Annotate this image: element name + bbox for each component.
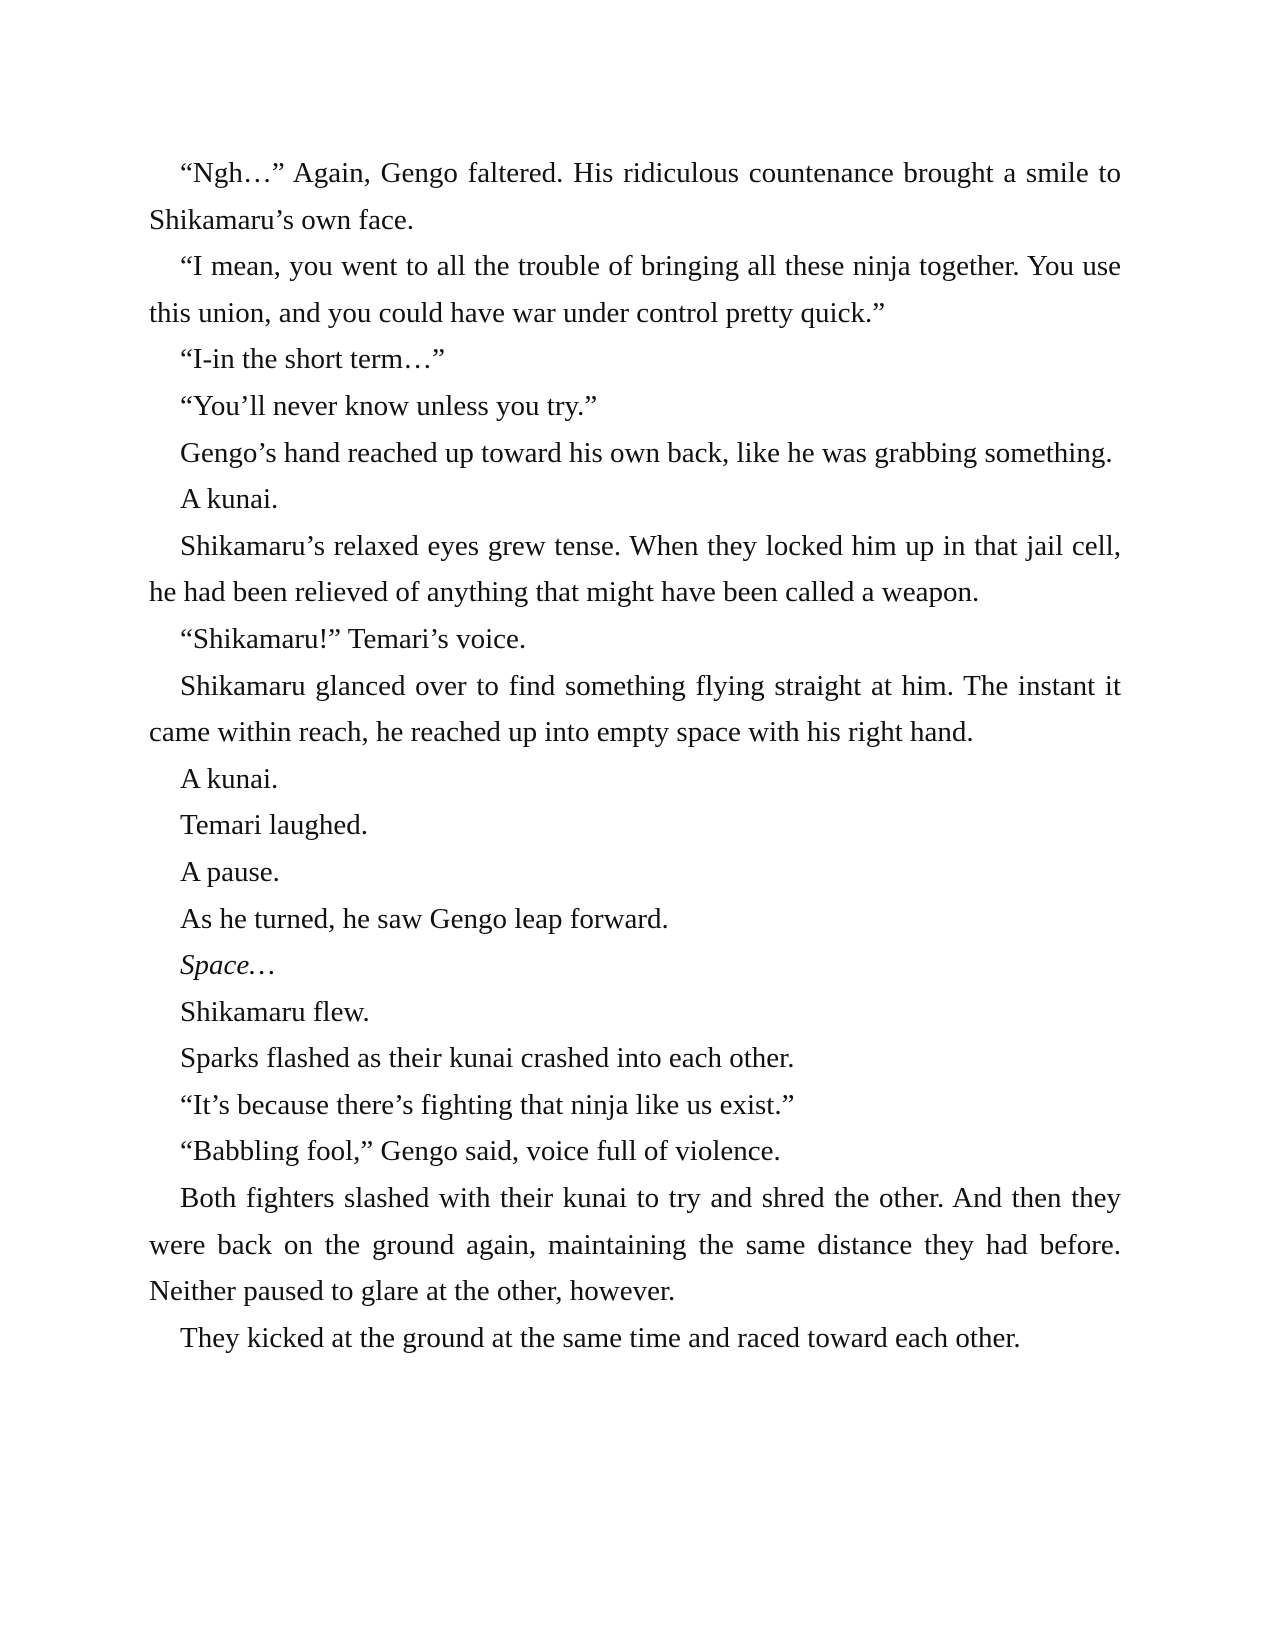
paragraph: “I-in the short term…” [180,343,445,376]
paragraph: “It’s because there’s fighting that ninja like us exist.” [180,1088,795,1121]
paragraph: “I mean, you went to all the trouble of bringing all these ninja together. You use this union, and you could have war under control pretty quick.” [149,250,1121,329]
paragraph: “You’ll never know unless you try.” [180,389,598,422]
paragraph: They kicked at the ground at the same time and raced toward each other. [180,1321,1021,1354]
paragraph-italic: Space… [180,949,276,982]
page-body [149,150,1121,1361]
paragraph: Shikamaru flew. [180,995,370,1028]
paragraph: As he turned, he saw Gengo leap forward. [180,902,669,935]
paragraph: Sparks flashed as their kunai crashed into each other. [180,1042,795,1075]
paragraph: Shikamaru’s relaxed eyes grew tense. When they locked him up in that jail cell, he had been relieved of anything that might have been called a weapon. [149,529,1121,609]
paragraph: “Ngh…” Again, Gengo faltered. His ridiculous countenance brought a smile to Shikamaru’s own face. [149,157,1121,236]
paragraph: “Shikamaru!” Temari’s voice. [180,622,527,655]
paragraph: Both fighters slashed with their kunai to try and shred the other. And then they were back on the ground again, maintaining the same distance they had before. Neither paused to glare at the other, however. [149,1182,1121,1308]
paragraph: A pause. [180,855,280,888]
paragraph: “Babbling fool,” Gengo said, voice full of violence. [180,1135,781,1168]
paragraph: A kunai. [180,483,279,516]
paragraph: Shikamaru glanced over to find something flying straight at him. The instant it came within reach, he reached up into empty space with his right hand. [149,669,1121,749]
paragraph: A kunai. [180,762,279,795]
paragraph: Temari laughed. [180,809,369,842]
paragraph: Gengo’s hand reached up toward his own back, like he was grabbing something. [180,436,1113,469]
